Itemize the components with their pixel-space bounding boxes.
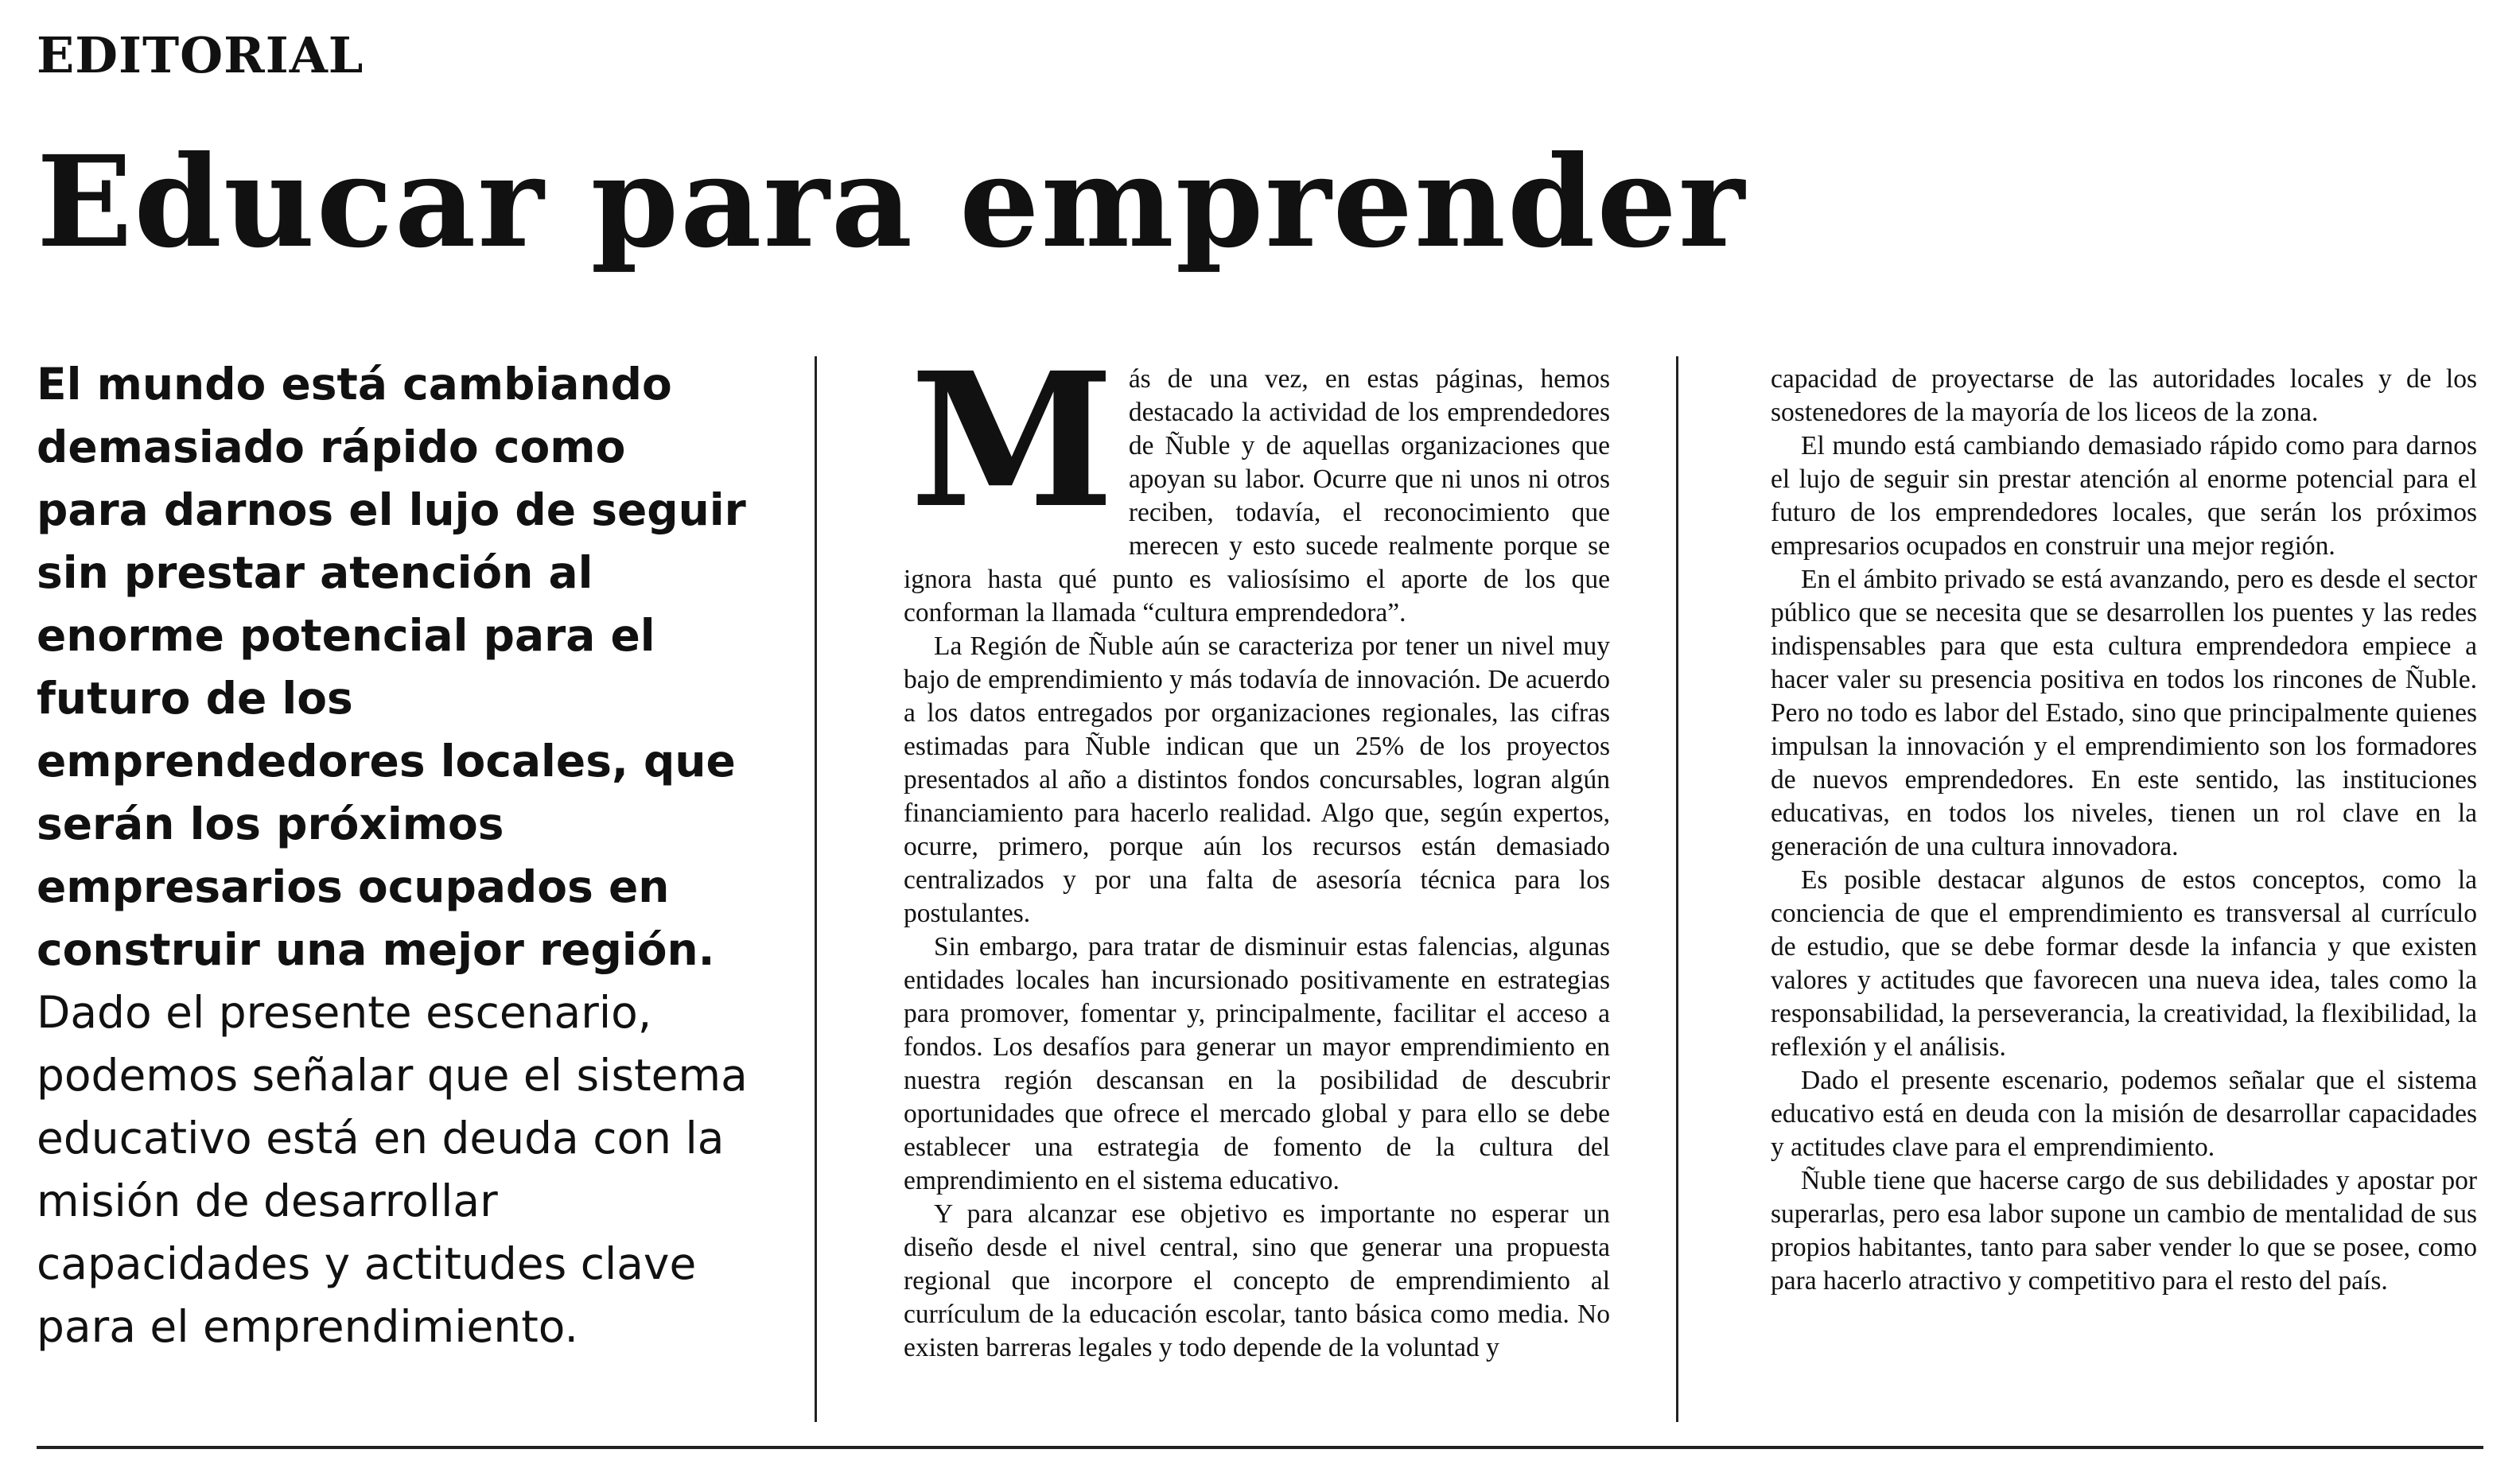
lead-regular-text: Dado el presente escenario, podemos señalar que el sistema educativo está en deuda con la misión de desarrollar capacidades y actitudes clave para el emprendimiento. <box>37 987 748 1352</box>
lead-paragraph <box>37 353 752 1358</box>
body-paragraph: Dado el presente escenario, podemos señalar que el sistema educativo está en deuda con la misión de desarrollar capacidades y actitudes clave para el emprendimiento. <box>1771 1066 2477 1162</box>
headline: Educar para emprender <box>37 129 1747 276</box>
body-paragraph: Es posible destacar algunos de estos conceptos, como la conciencia de que el emprendimiento es transversal al currículo de estudio, que se debe formar desde la infancia y que existen valores y actitudes que favorecen una nueva idea, tales como la responsabilidad, la perseverancia, la creatividad, la flexibilidad, la reflexión y el análisis. <box>1771 865 2477 1062</box>
body-paragraph: El mundo está cambiando demasiado rápido como para darnos el lujo de seguir sin prestar atención al enorme potencial para el futuro de los emprendedores locales, que serán los próximos empresarios ocupados en construir una mejor región. <box>1771 431 2477 561</box>
body-paragraph: Y para alcanzar ese objetivo es importante no esperar un diseño desde el nivel central, sino que generar una propuesta regional que incorpore el concepto de emprendimiento al currículum de la educación escolar, tanto básica como media. No existen barreras legales y todo depende de la voluntad y <box>904 1199 1610 1362</box>
body-paragraph: Ñuble tiene que hacerse cargo de sus debilidades y apostar por superarlas, pero esa labor supone un cambio de mentalidad de sus propios habitantes, tanto para saber vender lo que se posee, como para hacerlo atractivo y competitivo para el resto del país. <box>1771 1166 2477 1296</box>
lead-bold-text: El mundo está cambiando demasiado rápido como para darnos el lujo de seguir sin prestar atención al enorme potencial para el futuro de los emprendedores locales, que serán los próximos empresarios ocupados en construir una mejor región. <box>37 359 746 975</box>
column-divider-right <box>1676 356 1678 1422</box>
body-paragraph: capacidad de proyectarse de las autoridades locales y de los sostenedores de la mayoría de los liceos de la zona. <box>1771 364 2477 427</box>
body-paragraph: En el ámbito privado se está avanzando, pero es desde el sector público que se necesita que se desarrollen los puentes y las redes indispensables para que esta cultura emprendedora empiece a hacer valer su presencia positiva en todos los rincones de Ñuble. Pero no todo es labor del Estado, sino que principalmente quienes impulsan la innovación y el emprendimiento son los formadores de nuevos emprendedores. En este sentido, las instituciones educativas, en todos los niveles, tienen un rol clave en la generación de una cultura innovadora. <box>1771 565 2477 861</box>
body-paragraph: La Región de Ñuble aún se caracteriza por tener un nivel muy bajo de emprendimiento y más todavía de innovación. De acuerdo a los datos entregados por organizaciones regionales, las cifras estimadas para Ñuble indican que un 25% de los proyectos presentados al año a distintos fondos concursables, logran algún financiamiento para hacerlo realidad. Algo que, según expertos, ocurre, primero, porque aún los recursos están demasiado centralizados y por una falta de asesoría técnica para los postulantes. <box>904 631 1610 928</box>
body-paragraph: Sin embargo, para tratar de disminuir estas falencias, algunas entidades locales han incursionado positivamente en estrategias para promover, fomentar y, principalmente, facilitar el acceso a fondos. Los desafíos para generar un mayor emprendimiento en nuestra región descansan en la posibilidad de descubrir oportunidades que ofrece el mercado global y para ello se debe establecer una estrategia de fomento de la cultura del emprendimiento en el sistema educativo. <box>904 932 1610 1195</box>
drop-cap: M <box>910 332 1114 549</box>
body-paragraph-text: ás de una vez, en estas páginas, hemos destacado la actividad de los emprendedores de Ñuble y de aquellas organizaciones que apoyan su labor. Ocurre que ni unos ni otros reciben, todavía, el reconocimiento que merecen y esto sucede realmente porque se ignora hasta qué punto es valiosísimo el aporte de los que conforman la llamada “cultura emprendedora”. <box>904 364 1610 627</box>
body-paragraph <box>904 332 1610 630</box>
bottom-rule <box>37 1446 2483 1449</box>
body-column-2 <box>1771 363 2477 1298</box>
column-divider-left <box>815 356 817 1422</box>
body-column-1 <box>904 332 1610 1365</box>
section-label: EDITORIAL <box>37 26 364 84</box>
